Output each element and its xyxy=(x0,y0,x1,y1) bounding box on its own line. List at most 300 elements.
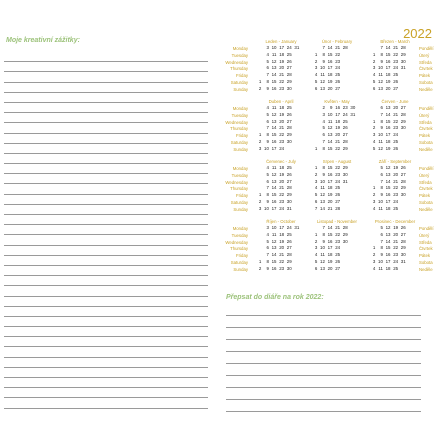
date-cell: 8 xyxy=(266,132,269,138)
date-cell: 8 xyxy=(266,192,269,198)
date-cell xyxy=(254,185,262,192)
date-cell: 30 xyxy=(286,85,292,91)
date-cell: 22 xyxy=(335,51,341,57)
date-cell: 23 xyxy=(393,125,399,131)
date-cell: 15 xyxy=(385,185,391,191)
date-cell: 13 xyxy=(320,265,325,271)
date-cell: 28 xyxy=(400,178,406,184)
month-name: Srpen - August xyxy=(322,159,352,164)
weekday-label: Saturday xyxy=(230,79,248,85)
day-row xyxy=(368,125,422,132)
month-name: Listopad - November xyxy=(317,219,357,224)
date-cell: 4 xyxy=(372,138,376,144)
notes-page xyxy=(0,30,210,410)
date-cell: 29 xyxy=(342,231,348,237)
date-cell: 15 xyxy=(327,51,333,57)
ruled-line xyxy=(4,154,208,164)
date-cell xyxy=(254,165,262,172)
date-cell: 7 xyxy=(266,72,269,78)
day-row xyxy=(254,125,308,132)
calendar-year: 2022 xyxy=(403,26,432,41)
day-row xyxy=(254,245,308,252)
date-cell: 2 xyxy=(314,171,318,177)
ruled-line xyxy=(226,352,421,364)
day-row xyxy=(368,79,422,86)
month-name: Leden - January xyxy=(265,39,297,44)
month-name: Březen - March xyxy=(380,39,410,44)
ruled-line xyxy=(4,297,208,307)
weekday-label: Neděle xyxy=(419,146,433,152)
ruled-line xyxy=(4,164,208,174)
date-cell: 25 xyxy=(393,205,399,211)
weekday-label: Neděle xyxy=(419,86,433,92)
date-cell: 26 xyxy=(393,145,399,151)
date-cell: 23 xyxy=(335,171,341,177)
date-cell xyxy=(310,119,318,126)
date-cell: 30 xyxy=(342,238,348,244)
date-cell: 21 xyxy=(393,238,399,244)
date-cell: 27 xyxy=(286,245,292,251)
month-block xyxy=(368,98,422,153)
weekday-label: Pátek xyxy=(419,253,430,259)
day-row xyxy=(368,132,422,139)
calendar-page xyxy=(218,26,440,410)
date-cell: 7 xyxy=(380,178,383,184)
quarter-row xyxy=(218,158,440,218)
date-cell: 16 xyxy=(385,252,391,258)
date-cell: 24 xyxy=(393,65,399,71)
date-cell: 17 xyxy=(327,178,333,184)
date-cell: 15 xyxy=(271,132,277,138)
date-cell: 27 xyxy=(286,118,292,124)
weekday-label: Tuesday xyxy=(231,52,248,58)
weekday-label: Thursday xyxy=(230,246,248,252)
date-cell xyxy=(368,172,376,179)
date-cell xyxy=(340,252,348,259)
date-cell: 20 xyxy=(327,198,333,204)
ruled-line xyxy=(4,235,208,245)
day-row xyxy=(310,86,364,93)
date-cell: 24 xyxy=(342,111,348,117)
date-cell: 27 xyxy=(342,132,348,138)
date-cell: 4 xyxy=(314,252,318,258)
weekday-label: Sobota xyxy=(419,139,433,145)
date-cell: 27 xyxy=(400,105,406,110)
day-row xyxy=(310,266,364,273)
date-cell: 31 xyxy=(400,258,406,264)
date-cell: 10 xyxy=(378,198,383,204)
date-cell: 27 xyxy=(400,171,406,177)
date-cell xyxy=(348,132,356,139)
ruled-line xyxy=(4,174,208,184)
date-cell: 17 xyxy=(271,205,277,211)
date-cell: 20 xyxy=(279,178,285,184)
weekday-label: Monday xyxy=(232,226,248,231)
day-row xyxy=(254,119,308,126)
ruled-line xyxy=(4,72,208,82)
date-cell: 26 xyxy=(286,171,292,177)
date-cell xyxy=(292,252,300,259)
date-cell: 30 xyxy=(342,171,348,177)
month-block xyxy=(310,218,364,273)
weekday-labels-cz xyxy=(419,166,440,214)
year-calendar-grid xyxy=(218,38,440,278)
date-cell: 7 xyxy=(322,138,325,144)
date-cell: 25 xyxy=(335,252,341,258)
date-cell: 6 xyxy=(322,132,325,138)
date-cell xyxy=(368,45,376,52)
day-row xyxy=(254,112,308,119)
weekday-label: Neděle xyxy=(419,266,433,272)
month-name: Září - September xyxy=(378,159,412,164)
date-cell: 3 xyxy=(258,145,262,151)
weekday-label: Pondělí xyxy=(419,166,434,171)
date-cell: 9 xyxy=(266,138,269,144)
date-cell: 9 xyxy=(380,58,383,64)
month-name: Květen - May xyxy=(324,99,350,104)
day-row xyxy=(254,139,308,146)
day-row xyxy=(254,225,308,232)
date-cell: 29 xyxy=(400,185,406,191)
date-cell: 27 xyxy=(286,178,292,184)
day-row xyxy=(368,86,422,93)
date-cell: 2 xyxy=(258,138,262,144)
date-cell: 15 xyxy=(385,51,391,57)
date-cell: 16 xyxy=(385,192,391,198)
date-cell: 29 xyxy=(342,165,348,170)
weekday-labels-cz xyxy=(419,106,440,154)
weekday-label: Friday xyxy=(236,73,248,79)
ruled-line xyxy=(4,317,208,327)
day-row xyxy=(368,206,422,213)
date-cell: 21 xyxy=(335,45,341,50)
date-cell: 29 xyxy=(286,192,292,198)
day-row xyxy=(254,185,308,192)
date-cell xyxy=(340,206,348,213)
date-cell: 30 xyxy=(400,58,406,64)
weekday-label: Sobota xyxy=(419,199,433,205)
day-row xyxy=(310,132,364,139)
ruled-line xyxy=(4,144,208,154)
weekday-label: Wednesday xyxy=(225,239,248,245)
day-row xyxy=(254,172,308,179)
date-cell: 6 xyxy=(266,245,269,251)
month-block xyxy=(368,158,422,213)
date-cell: 20 xyxy=(393,105,399,110)
date-cell xyxy=(348,139,356,146)
date-cell xyxy=(254,52,262,59)
month-block xyxy=(310,38,364,93)
date-cell xyxy=(254,119,262,126)
date-cell: 3 xyxy=(266,45,269,50)
day-row xyxy=(310,119,364,126)
date-cell: 24 xyxy=(286,225,292,230)
day-row xyxy=(310,59,364,66)
weekday-label: Wednesday xyxy=(225,119,248,125)
ruled-line xyxy=(4,276,208,286)
date-cell xyxy=(348,119,356,126)
date-cell: 9 xyxy=(322,171,325,177)
date-cell: 28 xyxy=(342,225,348,230)
weekday-label: Čtvrtek xyxy=(419,66,433,72)
date-cell: 16 xyxy=(271,198,277,204)
date-cell: 28 xyxy=(400,238,406,244)
date-cell: 14 xyxy=(327,225,333,230)
date-cell: 1 xyxy=(258,78,262,84)
ruled-line xyxy=(226,340,421,352)
notes-lines xyxy=(4,52,208,409)
date-cell: 14 xyxy=(385,45,391,50)
date-cell xyxy=(310,45,318,52)
date-cell: 2 xyxy=(314,238,318,244)
date-cell: 22 xyxy=(393,245,399,251)
date-cell: 26 xyxy=(335,258,341,264)
date-cell: 12 xyxy=(271,238,277,244)
date-cell xyxy=(368,232,376,239)
date-cell: 31 xyxy=(286,205,292,211)
day-row xyxy=(368,245,422,252)
date-cell: 31 xyxy=(294,45,300,50)
date-cell xyxy=(310,139,318,146)
date-cell: 5 xyxy=(314,192,318,198)
date-cell: 5 xyxy=(372,78,376,84)
date-cell xyxy=(292,232,300,239)
weekday-label: Středa xyxy=(419,239,432,245)
day-row xyxy=(254,52,308,59)
date-cell: 18 xyxy=(327,185,333,191)
date-cell: 30 xyxy=(286,198,292,204)
ruled-line xyxy=(4,327,208,337)
date-cell: 7 xyxy=(266,125,269,131)
day-row xyxy=(254,65,308,72)
date-cell: 6 xyxy=(314,85,318,91)
date-cell: 15 xyxy=(271,192,277,198)
date-cell: 3 xyxy=(314,65,318,71)
date-cell: 9 xyxy=(380,125,383,131)
date-cell: 23 xyxy=(279,85,285,91)
date-cell: 28 xyxy=(400,45,406,50)
date-cell: 16 xyxy=(327,58,333,64)
date-cell: 14 xyxy=(271,72,277,78)
date-cell: 28 xyxy=(335,205,341,211)
date-cell: 28 xyxy=(286,72,292,78)
date-cell xyxy=(348,125,356,132)
ruled-line xyxy=(4,205,208,215)
date-cell: 29 xyxy=(400,245,406,251)
date-cell: 28 xyxy=(286,125,292,131)
date-cell: 19 xyxy=(335,125,341,131)
date-cell: 6 xyxy=(380,105,383,110)
date-cell xyxy=(368,239,376,246)
day-row xyxy=(310,112,364,119)
weekday-label: Sunday xyxy=(233,146,248,152)
day-row xyxy=(254,132,308,139)
day-row xyxy=(310,172,364,179)
date-cell: 23 xyxy=(279,138,285,144)
date-cell: 10 xyxy=(271,45,277,50)
date-cell: 12 xyxy=(320,78,325,84)
date-cell: 8 xyxy=(266,258,269,264)
date-cell: 31 xyxy=(400,65,406,71)
weekday-label: Tuesday xyxy=(231,232,248,238)
date-cell: 9 xyxy=(266,85,269,91)
date-cell: 17 xyxy=(385,132,391,138)
date-cell: 5 xyxy=(372,145,376,151)
ruled-line xyxy=(4,62,208,72)
month-name: Červen - June xyxy=(381,99,409,104)
date-cell: 13 xyxy=(327,132,333,138)
day-row xyxy=(310,105,364,112)
date-cell xyxy=(292,52,300,59)
date-cell: 16 xyxy=(385,125,391,131)
day-row xyxy=(368,59,422,66)
date-cell: 11 xyxy=(271,231,277,237)
date-cell: 24 xyxy=(335,245,341,251)
month-block xyxy=(310,158,364,213)
date-cell: 8 xyxy=(380,118,383,124)
date-cell: 1 xyxy=(372,51,376,57)
month-block xyxy=(254,38,308,93)
weekday-label: Čtvrtek xyxy=(419,186,433,192)
date-cell: 30 xyxy=(350,105,356,110)
date-cell: 13 xyxy=(385,105,391,110)
date-cell: 12 xyxy=(271,171,277,177)
weekday-labels-cz xyxy=(419,46,440,94)
date-cell: 26 xyxy=(286,111,292,117)
date-cell: 17 xyxy=(385,198,391,204)
date-cell: 22 xyxy=(393,118,399,124)
ruled-line xyxy=(4,103,208,113)
date-cell: 16 xyxy=(271,85,277,91)
date-cell: 2 xyxy=(258,265,262,271)
date-cell: 10 xyxy=(378,65,383,71)
date-cell: 22 xyxy=(279,132,285,138)
day-row xyxy=(368,232,422,239)
date-cell: 13 xyxy=(271,245,277,251)
day-row xyxy=(254,146,308,153)
date-cell xyxy=(340,72,348,79)
date-cell: 15 xyxy=(271,78,277,84)
date-cell xyxy=(292,79,300,86)
date-cell: 10 xyxy=(271,225,277,230)
ruled-line xyxy=(226,364,421,376)
date-cell: 5 xyxy=(266,171,269,177)
date-cell: 4 xyxy=(266,105,269,110)
date-cell: 29 xyxy=(286,78,292,84)
date-cell: 9 xyxy=(322,58,325,64)
quarter-row xyxy=(218,218,440,278)
date-cell: 13 xyxy=(378,85,383,91)
date-cell: 15 xyxy=(271,258,277,264)
weekday-label: Saturday xyxy=(230,139,248,145)
date-cell: 10 xyxy=(264,145,269,151)
ruled-line xyxy=(4,52,208,62)
date-cell: 20 xyxy=(279,118,285,124)
date-cell xyxy=(398,139,406,146)
date-cell xyxy=(340,59,348,66)
day-row xyxy=(310,165,364,172)
day-row xyxy=(254,199,308,206)
date-cell: 26 xyxy=(286,58,292,64)
date-cell: 25 xyxy=(335,185,341,191)
date-cell: 18 xyxy=(327,72,333,78)
date-cell xyxy=(340,245,348,252)
date-cell: 27 xyxy=(335,85,341,91)
date-cell: 6 xyxy=(372,85,376,91)
date-cell: 23 xyxy=(335,238,341,244)
day-row xyxy=(368,105,422,112)
ruled-line xyxy=(4,215,208,225)
date-cell: 4 xyxy=(314,72,318,78)
date-cell: 20 xyxy=(279,245,285,251)
date-cell: 3 xyxy=(372,258,376,264)
day-row xyxy=(368,139,422,146)
date-cell: 27 xyxy=(335,198,341,204)
date-cell: 21 xyxy=(279,125,285,131)
date-cell: 1 xyxy=(314,51,318,57)
date-cell xyxy=(368,105,376,112)
date-cell: 16 xyxy=(271,138,277,144)
ruled-line xyxy=(4,246,208,256)
date-cell: 22 xyxy=(335,231,341,237)
date-cell: 24 xyxy=(335,178,341,184)
weekday-label: Thursday xyxy=(230,186,248,192)
day-row xyxy=(310,225,364,232)
day-row xyxy=(368,72,422,79)
date-cell: 14 xyxy=(320,205,325,211)
date-cell: 19 xyxy=(327,258,333,264)
date-cell: 11 xyxy=(378,265,383,271)
date-cell: 16 xyxy=(335,105,341,110)
date-cell: 4 xyxy=(372,72,376,78)
date-cell: 3 xyxy=(372,198,376,204)
weekday-label: Tuesday xyxy=(231,172,248,178)
date-cell: 20 xyxy=(279,65,285,71)
date-cell: 17 xyxy=(271,145,277,151)
weekday-label: Pátek xyxy=(419,73,430,79)
date-cell: 29 xyxy=(286,132,292,138)
date-cell: 23 xyxy=(335,58,341,64)
day-row xyxy=(254,86,308,93)
ruled-line xyxy=(4,337,208,347)
date-cell: 21 xyxy=(335,138,341,144)
date-cell xyxy=(254,239,262,246)
date-cell: 18 xyxy=(385,205,391,211)
weekday-label: Čtvrtek xyxy=(419,246,433,252)
date-cell: 1 xyxy=(314,165,318,170)
day-row xyxy=(310,239,364,246)
ruled-line xyxy=(4,113,208,123)
date-cell: 1 xyxy=(258,258,262,264)
day-row xyxy=(310,72,364,79)
date-cell: 11 xyxy=(320,252,325,258)
day-row xyxy=(368,52,422,59)
date-cell: 19 xyxy=(385,78,391,84)
date-cell: 6 xyxy=(266,178,269,184)
date-cell: 19 xyxy=(327,78,333,84)
date-cell: 26 xyxy=(335,192,341,198)
date-cell: 13 xyxy=(271,118,277,124)
date-cell: 3 xyxy=(322,111,325,117)
date-cell: 9 xyxy=(330,105,333,110)
day-row xyxy=(310,146,364,153)
date-cell: 5 xyxy=(314,78,318,84)
weekday-label: Tuesday xyxy=(231,112,248,118)
date-cell: 22 xyxy=(279,192,285,198)
date-cell xyxy=(340,65,348,72)
date-cell: 15 xyxy=(385,118,391,124)
date-cell: 12 xyxy=(385,225,391,230)
